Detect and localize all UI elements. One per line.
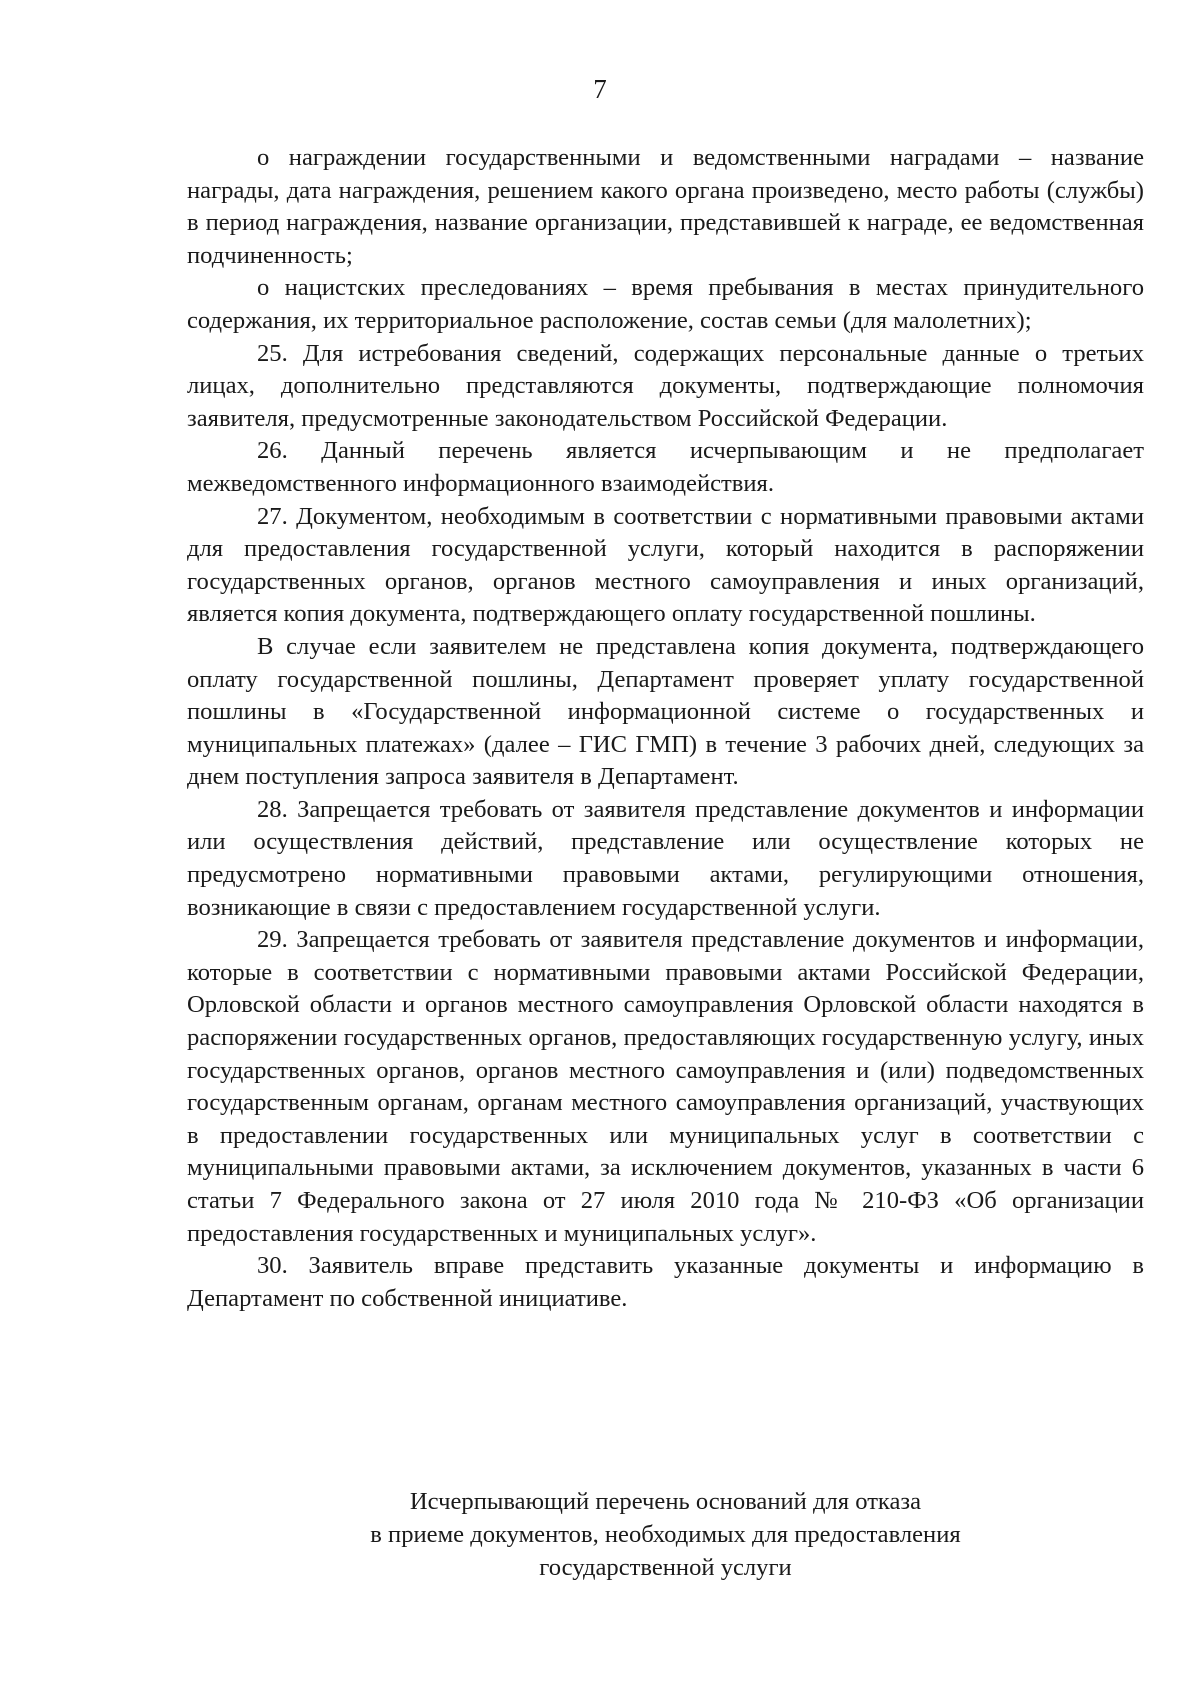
heading-line-3: государственной услуги: [539, 1554, 792, 1581]
paragraph-29: 29. Запрещается требовать от заявителя представление документов и информации, которые в соответствии с нормативными правовыми актами Российской Федерации, Орловской области и органов местного самоуправления Орловской области находятся в распоряжении государственных органов, предоставляющих государственную услугу, иных государственных органов, органов местного самоуправления и (или) подведомственных государственным органам, органам местного самоуправления организаций, участвующих в предоставлении государственных или муниципальных услуг в соответствии с муниципальными правовыми актами, за исключением документов, указанных в части 6 статьи 7 Федерального закона от 27 июля 2010 года № 210-ФЗ «Об организации предоставления государственных и муниципальных услуг».: [187, 926, 1144, 1247]
paragraph-persecution: о нацистских преследованиях – время пребывания в местах принудительного содержания, их территориальное расположение, состав семьи (для малолетних);: [187, 274, 1144, 334]
paragraph-25: 25. Для истребования сведений, содержащих персональные данные о третьих лицах, дополнительно представляются документы, подтверждающие полномочия заявителя, предусмотренные законодательством Российской Федерации.: [187, 339, 1144, 432]
heading-line-1: Исчерпывающий перечень оснований для отказа: [409, 1488, 922, 1515]
section-heading: [187, 1485, 1144, 1584]
document-body: [187, 142, 1144, 1315]
paragraph-26: 26. Данный перечень является исчерпывающим и не предполагает межведомственного информационного взаимодействия.: [187, 437, 1144, 497]
paragraph-awards: о награждении государственными и ведомственными наградами – название награды, дата награждения, решением какого органа произведено, место работы (службы) в период награждения, название организации, представившей к награде, ее ведомственная подчиненность;: [187, 144, 1144, 269]
paragraph-27-case: В случае если заявителем не представлена копия документа, подтверждающего оплату государственной пошлины, Департамент проверяет уплату государственной пошлины в «Государственной информационной системе о государственных и муниципальных платежах» (далее – ГИС ГМП) в течение 3 рабочих дней, следующих за днем поступления запроса заявителя в Департамент.: [187, 632, 1144, 791]
paragraph-28: 28. Запрещается требовать от заявителя представление документов и информации или осуществления действий, представление или осуществление которых не предусмотрено нормативными правовыми актами, регулирующими отношения, возникающие в связи с предоставлением государственной услуги.: [187, 795, 1144, 921]
paragraph-30: 30. Заявитель вправе представить указанные документы и информацию в Департамент по собственной инициативе.: [187, 1252, 1144, 1312]
heading-line-2: в приеме документов, необходимых для предоставления: [370, 1521, 961, 1548]
paragraph-27: 27. Документом, необходимым в соответствии с нормативными правовыми актами для предоставления государственной услуги, который находится в распоряжении государственных органов, органов местного самоуправления и иных организаций, является копия документа, подтверждающего оплату государственной пошлины.: [187, 502, 1144, 628]
page-number: 7: [593, 74, 607, 104]
